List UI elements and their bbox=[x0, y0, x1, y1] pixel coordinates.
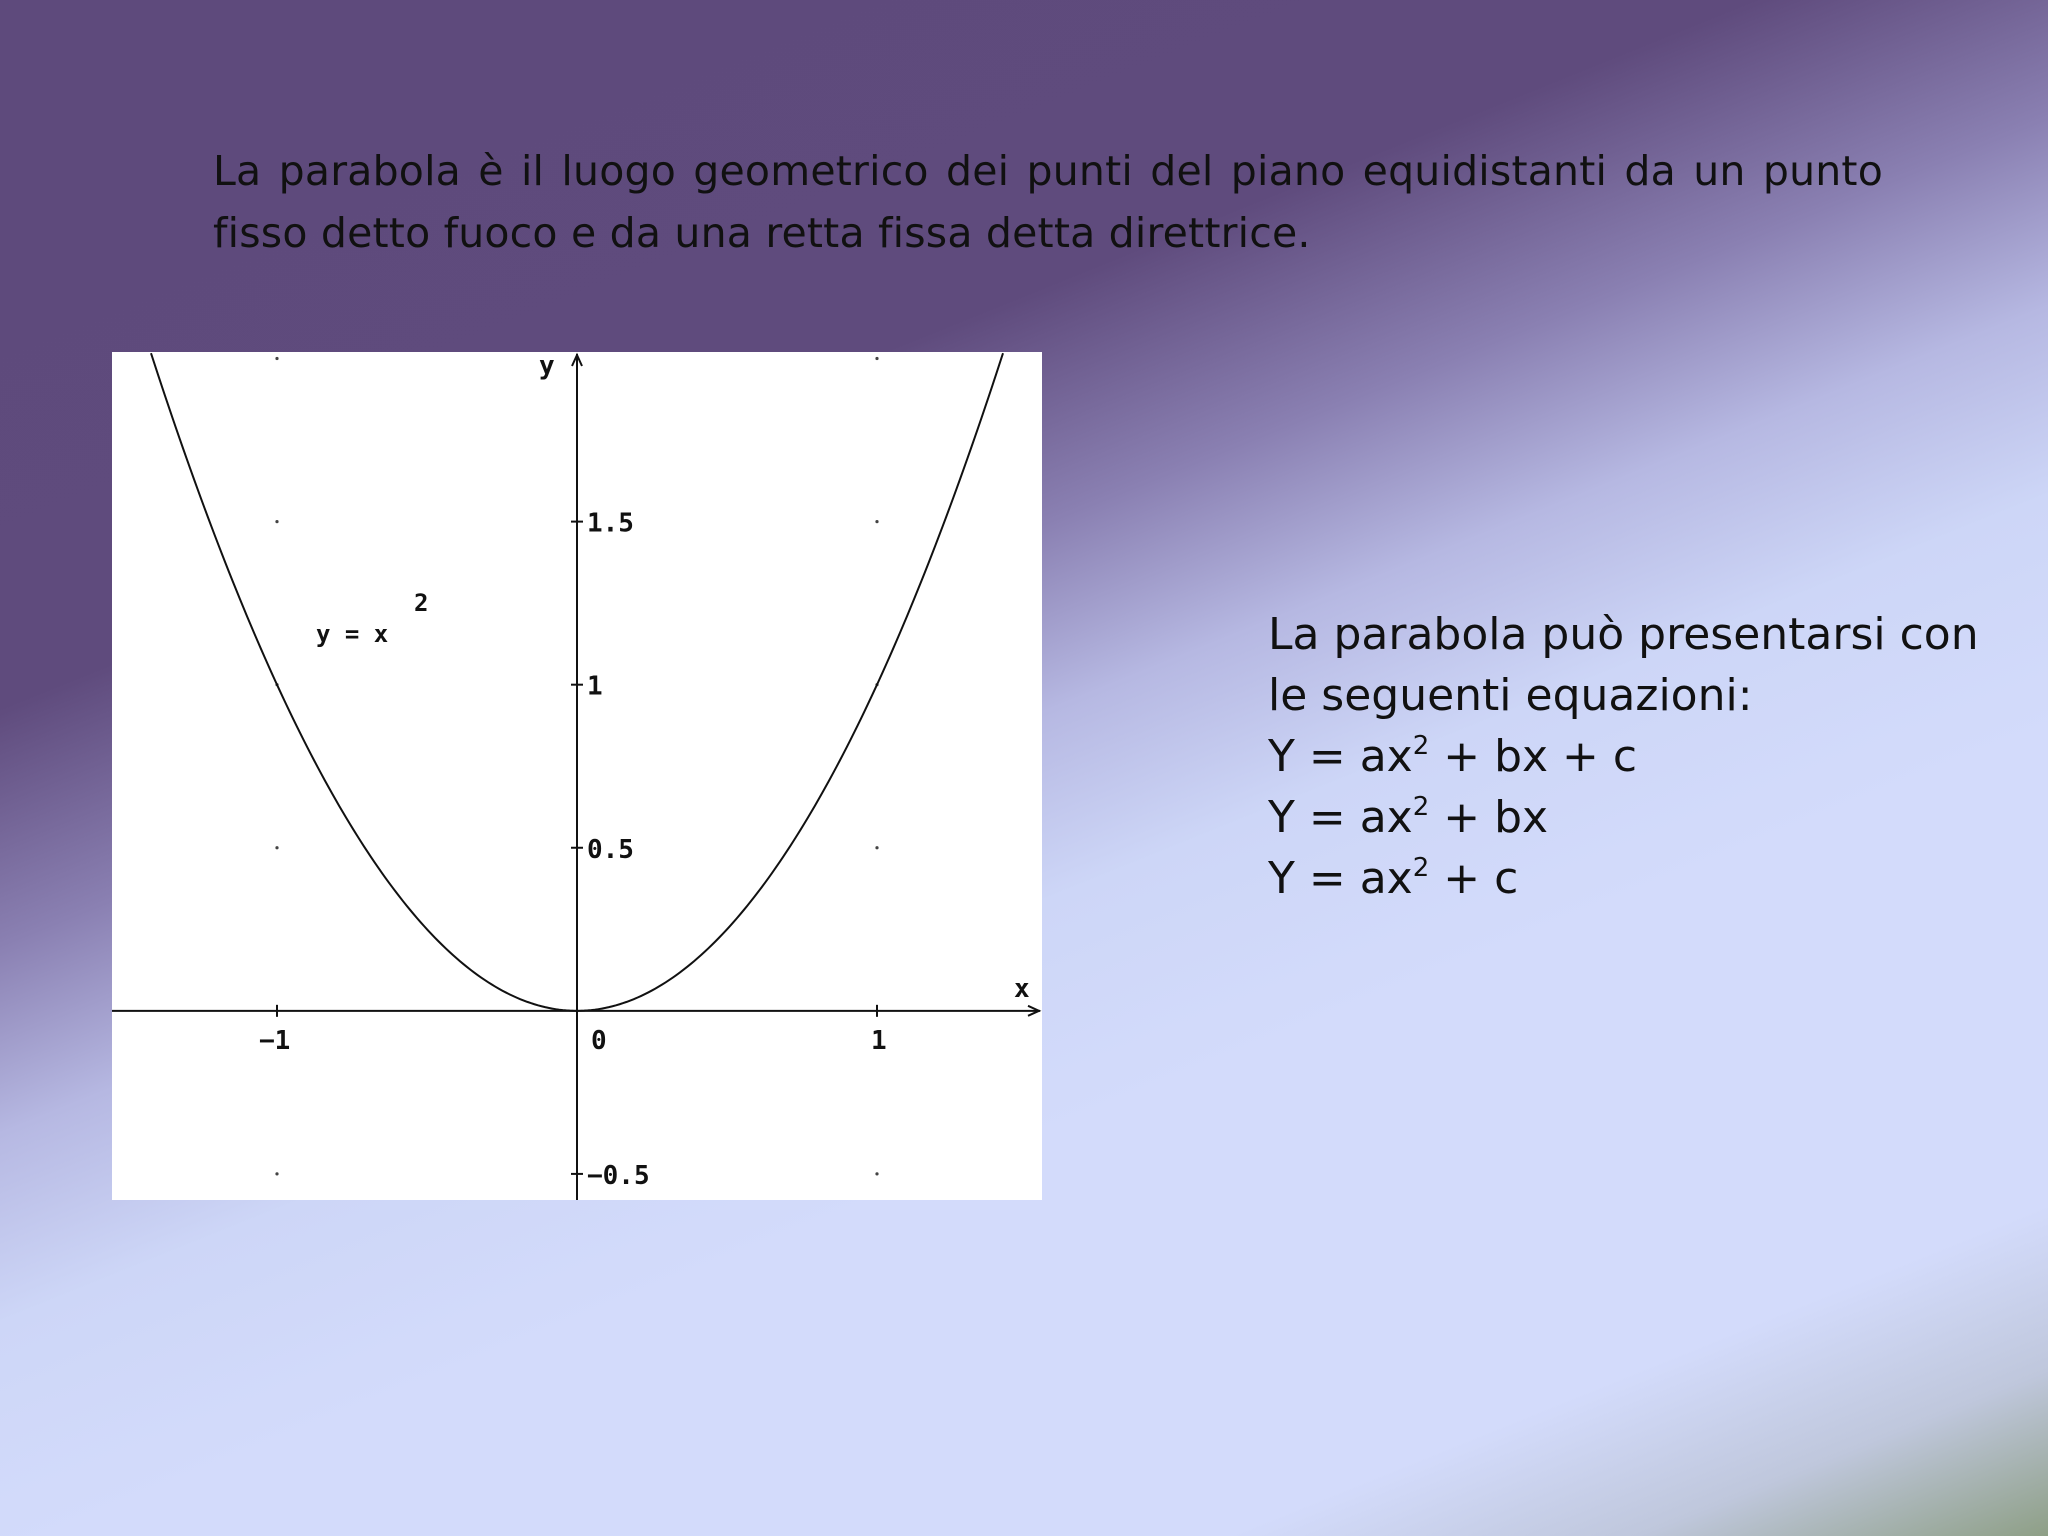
y-tick-label: 0.5 bbox=[587, 834, 634, 865]
equation-lhs: Y = ax bbox=[1268, 853, 1413, 904]
x-tick-label: −1 bbox=[259, 1025, 291, 1056]
equation-rhs: + c bbox=[1429, 853, 1519, 904]
y-tick-label: 1.5 bbox=[587, 508, 634, 539]
curve-label-base: y = x bbox=[316, 620, 389, 648]
equation-line bbox=[1268, 787, 2028, 848]
equation-rhs: + bx + c bbox=[1429, 731, 1638, 782]
equation-line bbox=[1268, 726, 2028, 787]
grid-dot bbox=[875, 357, 878, 360]
equation-exponent: 2 bbox=[1412, 731, 1430, 761]
axis-ticks bbox=[259, 509, 887, 1191]
curve-label bbox=[316, 589, 428, 648]
parabola-chart bbox=[112, 352, 1042, 1200]
intro-text: La parabola è il luogo geometrico dei punti del piano equidistanti da un punto fisso detto fuoco e da una retta fissa detta direttrice. bbox=[213, 147, 1883, 257]
equation-rhs: + bx bbox=[1429, 792, 1549, 843]
x-axis-label: x bbox=[1014, 973, 1030, 1004]
equations-intro-line: le seguenti equazioni: bbox=[1268, 670, 1753, 721]
equation-exponent: 2 bbox=[1412, 853, 1430, 883]
grid-dot bbox=[275, 357, 278, 360]
equation-lhs: Y = ax bbox=[1268, 792, 1413, 843]
chart-canvas bbox=[112, 352, 1042, 1200]
equation-lhs: Y = ax bbox=[1268, 731, 1413, 782]
grid-dot bbox=[875, 1172, 878, 1175]
grid-dot bbox=[275, 846, 278, 849]
grid-dot bbox=[875, 846, 878, 849]
y-tick-label: −0.5 bbox=[587, 1160, 650, 1191]
y-tick-label: 1 bbox=[587, 671, 603, 702]
grid-dot bbox=[275, 1172, 278, 1175]
equation-exponent: 2 bbox=[1412, 792, 1430, 822]
x-tick-label: 0 bbox=[591, 1025, 607, 1056]
equations-block bbox=[1268, 604, 2028, 909]
grid-dot bbox=[875, 520, 878, 523]
equations-intro-line: La parabola può presentarsi con bbox=[1268, 609, 1979, 660]
grid-dot bbox=[275, 520, 278, 523]
curve-label-exponent: 2 bbox=[414, 589, 429, 617]
y-axis-label: y bbox=[539, 352, 555, 381]
equation-line bbox=[1268, 848, 2028, 909]
x-tick-label: 1 bbox=[871, 1025, 887, 1056]
